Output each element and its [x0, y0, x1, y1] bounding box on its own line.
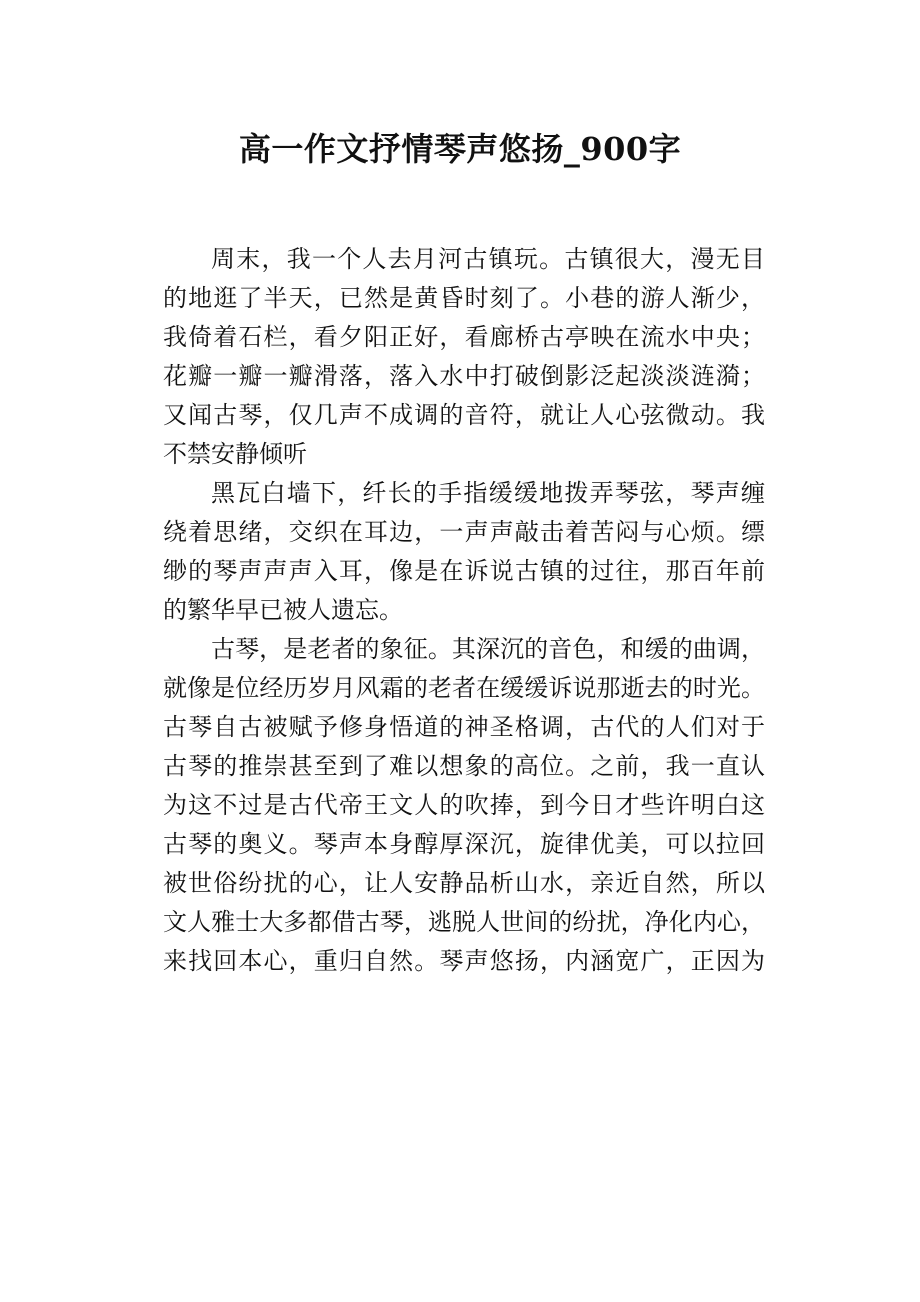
- text-line: 花瓣一瓣一瓣滑落，落入水中打破倒影泛起淡淡涟漪；: [163, 362, 765, 390]
- paragraph-1: [163, 240, 765, 474]
- text-line: 周末，我一个人去月河古镇玩。古镇很大，漫无目: [211, 245, 765, 273]
- paragraph-2: [163, 474, 765, 630]
- text-line: 古琴自古被赋予修身悟道的神圣格调，古代的人们对于: [163, 713, 765, 741]
- text-line: 的地逛了半天，已然是黄昏时刻了。小巷的游人渐少，: [163, 284, 765, 312]
- text-line: 古琴的奥义。琴声本身醇厚深沉，旋律优美，可以拉回: [163, 830, 765, 858]
- document-body: [163, 240, 765, 981]
- document-title: 高一作文抒情琴声悠扬_900字: [238, 130, 682, 168]
- text-line: 我倚着石栏，看夕阳正好，看廊桥古亭映在流水中央；: [163, 323, 765, 351]
- text-line: 绕着思绪，交织在耳边，一声声敲击着苦闷与心烦。缥: [163, 518, 765, 546]
- text-line: 缈的琴声声声入耳，像是在诉说古镇的过往，那百年前: [163, 557, 765, 585]
- text-line: 被世俗纷扰的心，让人安静品析山水，亲近自然，所以: [163, 869, 765, 897]
- text-line: 古琴的推崇甚至到了难以想象的高位。之前，我一直认: [163, 752, 765, 780]
- text-line: 不禁安静倾听: [163, 440, 307, 468]
- text-line: 文人雅士大多都借古琴，逃脱人世间的纷扰，净化内心，: [163, 908, 765, 936]
- text-line: 古琴，是老者的象征。其深沉的音色，和缓的曲调，: [211, 635, 765, 663]
- text-line: 黑瓦白墙下，纤长的手指缓缓地拨弄琴弦，琴声缠: [211, 479, 765, 507]
- text-line: 又闻古琴，仅几声不成调的音符，就让人心弦微动。我: [163, 401, 765, 429]
- paragraph-3: [163, 630, 765, 981]
- text-line: 就像是位经历岁月风霜的老者在缓缓诉说那逝去的时光。: [163, 674, 765, 702]
- text-line: 为这不过是古代帝王文人的吹捧，到今日才些许明白这: [163, 791, 765, 819]
- text-line: 来找回本心，重归自然。琴声悠扬，内涵宽广，正因为: [163, 947, 765, 975]
- text-line: 的繁华早已被人遗忘。: [163, 596, 403, 624]
